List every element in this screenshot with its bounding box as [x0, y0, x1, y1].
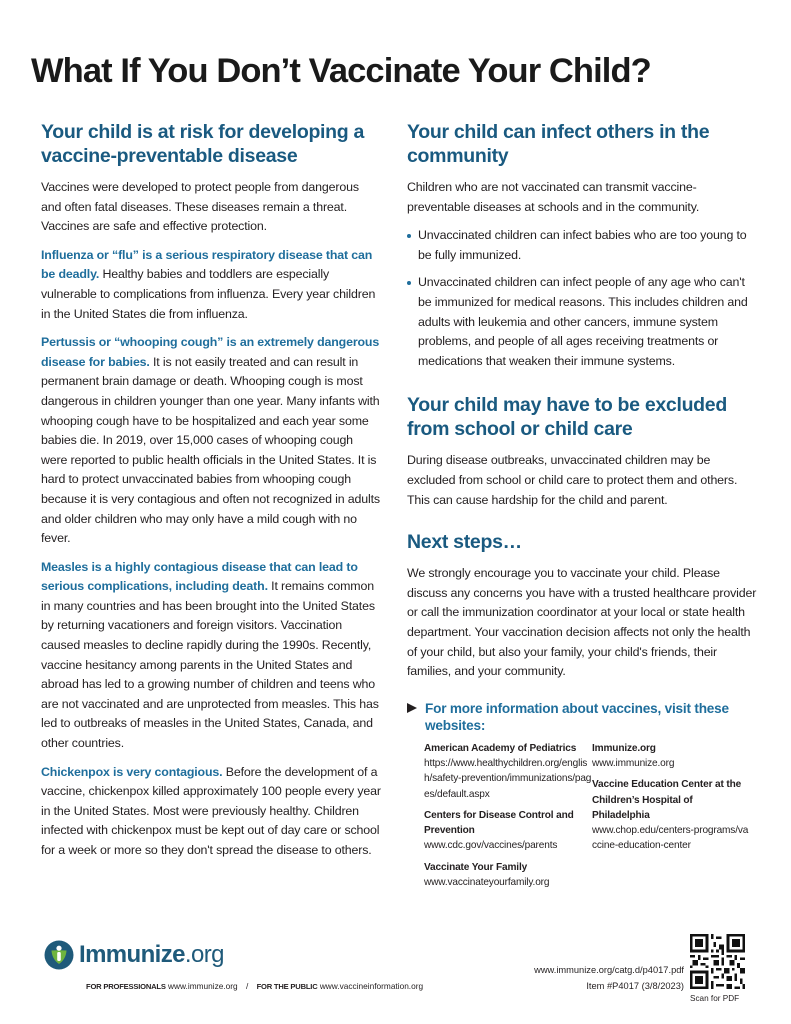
- bullet-icon: [407, 281, 411, 285]
- item-info: [534, 962, 684, 994]
- immunize-logo[interactable]: [44, 940, 224, 970]
- pertussis-lead: Pertussis or “whooping cough” is an extremely dangerous disease for babies.: [41, 335, 380, 369]
- logo-wordmark: Immunize.org: [79, 941, 224, 968]
- influenza-text: Healthy babies and toddlers are especially vulnerable to complications from influenza. Every year children in the United States die from influenza.: [41, 267, 376, 321]
- play-arrow-icon: [407, 703, 417, 713]
- chickenpox-paragraph: [41, 763, 381, 861]
- chickenpox-text: Before the development of a vaccine, chickenpox killed approximately 100 people every year in the United States. Most were previously healthy. Children infected with chickenpox must be kept out of day care or school for a week or more so they don't spread the disease to others.: [41, 764, 381, 857]
- right-column: [407, 120, 757, 896]
- websites-column-2: [592, 741, 752, 897]
- professionals-link[interactable]: www.immunize.org: [168, 981, 238, 991]
- website-entry[interactable]: American Academy of Pediatrics https://www.healthychildren.org/english/safety-prevention/immunizations/pages/default.aspx: [424, 741, 592, 802]
- website-link[interactable]: www.vaccinateyourfamily.org: [424, 877, 550, 889]
- websites-list: [407, 741, 757, 897]
- influenza-paragraph: [41, 246, 381, 324]
- public-label: FOR THE PUBLIC: [256, 982, 318, 991]
- footer-links: [86, 981, 423, 991]
- professionals-label: FOR PROFESSIONALS: [86, 982, 166, 991]
- section-heading-next-steps: Next steps…: [407, 531, 522, 554]
- left-column: [41, 120, 381, 870]
- section-heading-community: Your child can infect others in the community: [407, 121, 710, 167]
- list-item: Unvaccinated children can infect babies who are too young to be fully immunized.: [407, 226, 757, 265]
- item-number: Item #P4017 (3/8/2023): [586, 981, 684, 991]
- pertussis-text: It is not easily treated and can result in permanent brain damage or death. Whooping cough is most dangerous in children younger than one year. Many infants with whooping cough have to be hospitalized and each year some babies die. In 2019, over 15,000 cases of whooping cough were reported to public health officials in the United States. It is hard to protect unvaccinated babies from whooping cough because it is very contagious and often not recognized in adults and older children who may only have a mild cough with no fever.: [41, 354, 380, 546]
- page-title: What If You Don’t Vaccinate Your Child?: [31, 52, 651, 90]
- next-steps-text: We strongly encourage you to vaccinate your child. Please discuss any concerns you have with a trusted healthcare provider or call the immunization coordinator at your local or state health department. Your vaccination decision affects not only the health of your child, but also your family, your child's friends, their families, and your community.: [407, 566, 757, 679]
- website-link[interactable]: https://www.healthychildren.org/english/safety-prevention/immunizations/pages/default.aspx: [424, 757, 592, 800]
- bullet-icon: [407, 234, 411, 238]
- community-bullet-list: [407, 226, 757, 371]
- community-intro: Children who are not vaccinated can transmit vaccine-preventable diseases at schools and in the community.: [407, 180, 700, 214]
- immunize-logo-icon: [44, 940, 74, 970]
- website-entry[interactable]: Vaccine Education Center at the Children’s Hospital of Philadelphia www.chop.edu/centers-programs/vaccine-education-center: [592, 777, 752, 853]
- website-link[interactable]: www.chop.edu/centers-programs/vaccine-education-center: [592, 825, 749, 852]
- measles-text: It remains common in many countries and has been brought into the United States by returning vacationers and foreign visitors. Vaccination caused measles to decline rapidly during the 1990s. Recently, vaccine hesitancy among parents in the United States and abroad has led to a growing number of children and teens who are not vaccinated and are unprotected from measles. This has led to outbreaks of measles in the United States, Canada, and other countries.: [41, 579, 379, 751]
- chickenpox-lead: Chickenpox is very contagious.: [41, 764, 223, 779]
- section-heading-risk: Your child is at risk for developing a vaccine-preventable disease: [41, 121, 365, 167]
- public-link[interactable]: www.vaccineinformation.org: [319, 981, 424, 991]
- list-item: Unvaccinated children can infect people of any age who can't be immunized for medical reasons. This includes children and adults with leukemia and other cancers, immune system problems, and people of all ages receiving treatments or medications that weaken their immune systems.: [407, 273, 757, 371]
- website-entry[interactable]: Centers for Disease Control and Prevention www.cdc.gov/vaccines/parents: [424, 808, 592, 854]
- more-info-heading: For more information about vaccines, visit these websites:: [407, 700, 757, 734]
- measles-lead: Measles is a highly contagious disease that can lead to serious complications, including death.: [41, 559, 358, 594]
- risk-intro: Vaccines were developed to protect people from dangerous and often fatal diseases. These diseases remain a threat. Vaccines are safe and effective protection.: [41, 180, 359, 234]
- influenza-lead: Influenza or “flu” is a serious respiratory disease that can be deadly.: [41, 247, 373, 282]
- measles-paragraph: [41, 558, 381, 754]
- website-entry[interactable]: Vaccinate Your Family www.vaccinateyourfamily.org: [424, 860, 592, 891]
- website-link[interactable]: www.cdc.gov/vaccines/parents: [424, 840, 558, 852]
- pdf-link[interactable]: www.immunize.org/catg.d/p4017.pdf: [534, 965, 684, 975]
- website-link[interactable]: www.immunize.org: [592, 757, 675, 769]
- websites-column-1: [424, 741, 592, 897]
- excluded-text: During disease outbreaks, unvaccinated children may be excluded from school or child care to protect them and others. This can cause hardship for the child and parent.: [407, 453, 738, 507]
- website-entry[interactable]: Immunize.org www.immunize.org: [592, 741, 752, 772]
- qr-code-icon[interactable]: [690, 934, 745, 989]
- qr-label: Scan for PDF: [690, 994, 740, 1003]
- separator: /: [245, 981, 249, 991]
- section-heading-excluded: Your child may have to be excluded from school or child care: [407, 394, 727, 441]
- pertussis-paragraph: [41, 333, 381, 549]
